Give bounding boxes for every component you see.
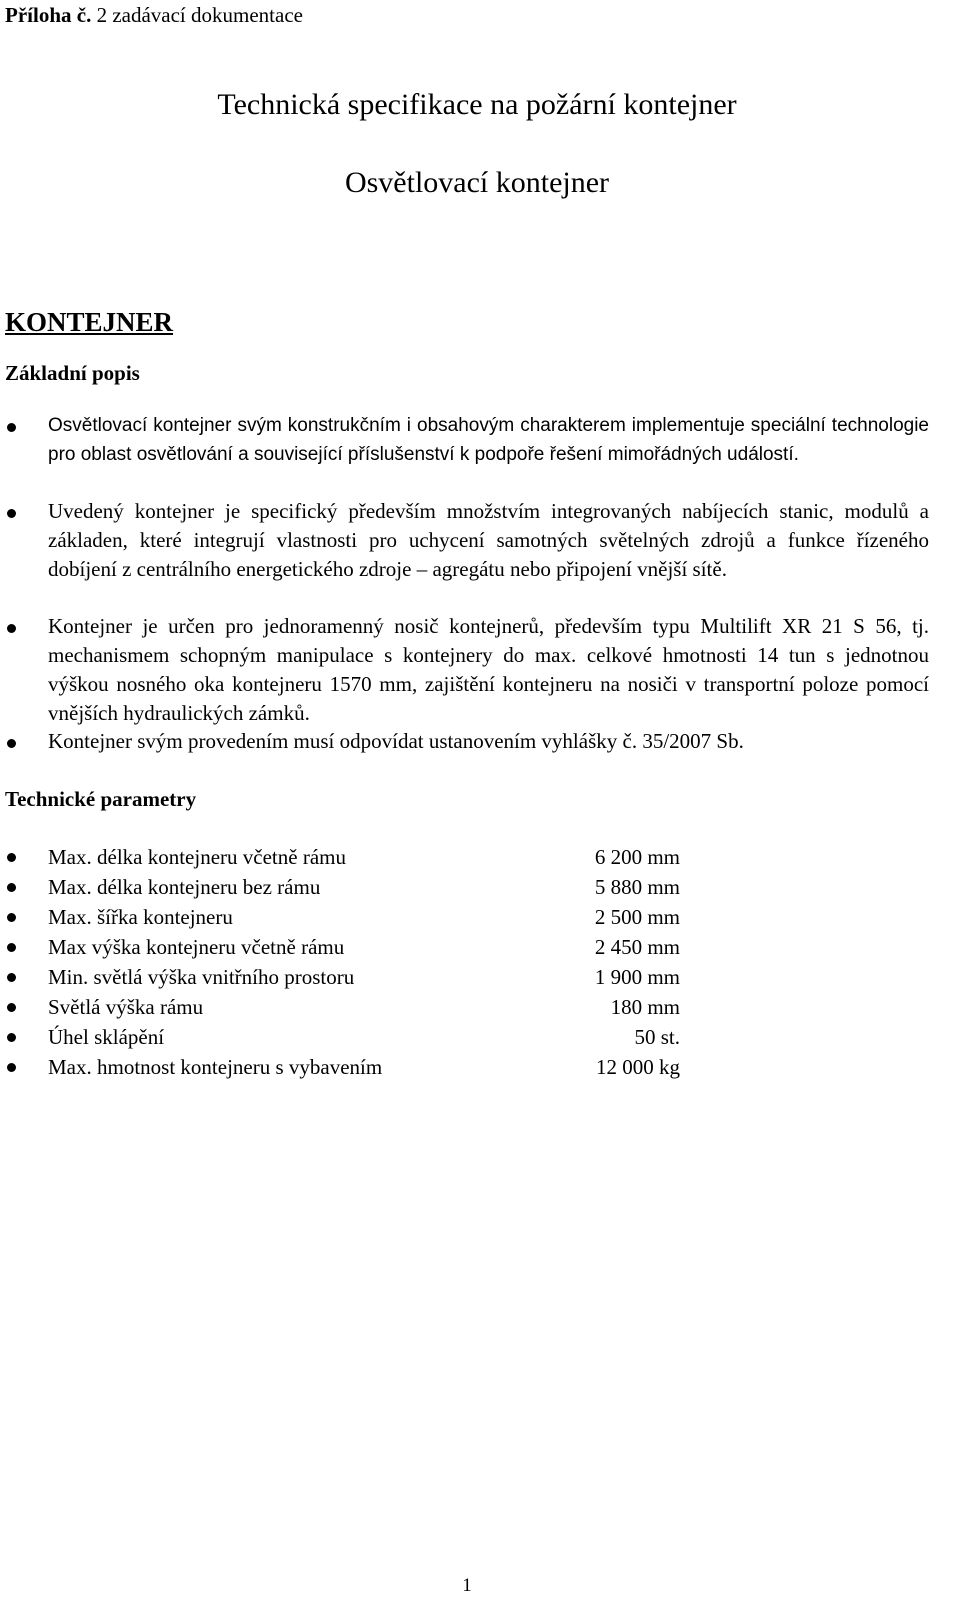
parameter-label: Min. světlá výška vnitřního prostoru [48, 965, 355, 989]
bullet-icon [7, 1063, 16, 1072]
description-item: Kontejner svým provedením musí odpovídat ustanovením vyhlášky č. 35/2007 Sb. [48, 729, 744, 753]
bullet-icon [7, 423, 16, 432]
parameter-value: 50 st. [634, 1025, 680, 1049]
bullet-icon [7, 1003, 16, 1012]
document-subtitle: Osvětlovací kontejner [344, 166, 610, 199]
bullet-icon [7, 509, 16, 518]
parameter-value: 12 000 kg [596, 1055, 680, 1079]
bullet-icon [7, 1033, 16, 1042]
bullet-icon [7, 913, 16, 922]
page-number: 1 [462, 1575, 472, 1596]
description-item: Uvedený kontejner je specifický především množstvím integrovaných nabíjecích stanic, modulů a základen, které integrují vlastnosti pro uchycení samotných světelných zdrojů a funkce řízeného dobíjení z centrálního energetického zdroje – agregátu nebo připojení vnější sítě. [48, 499, 929, 581]
parameter-label: Max výška kontejneru včetně rámu [48, 935, 345, 959]
parameter-value: 6 200 mm [594, 845, 680, 869]
bullet-icon [7, 624, 16, 633]
parameter-label: Max. šířka kontejneru [48, 905, 233, 929]
description-item: Osvětlovací kontejner svým konstrukčním i obsahovým charakterem implementuje speciální technologie pro oblast osvětlování a související příslušenství k podpoře řešení mimořádných událostí. [48, 415, 929, 465]
parameter-value: 180 mm [610, 995, 680, 1019]
basic-description-heading: Základní popis [5, 361, 140, 385]
annex-reference-bold: Příloha č. [5, 3, 92, 27]
parameter-label: Světlá výška rámu [48, 995, 204, 1019]
annex-reference-rest: 2 zadávací dokumentace [91, 3, 303, 27]
annex-reference [5, 2, 303, 28]
bullet-icon [7, 883, 16, 892]
bullet-icon [7, 943, 16, 952]
parameter-value: 2 500 mm [594, 905, 680, 929]
parameter-value: 2 450 mm [594, 935, 680, 959]
parameter-label: Max. délka kontejneru bez rámu [48, 875, 321, 899]
parameter-value: 5 880 mm [594, 875, 680, 899]
bullet-icon [7, 973, 16, 982]
description-item: Kontejner je určen pro jednoramenný nosič kontejnerů, především typu Multilift XR 21 S 56, tj. mechanismem schopným manipulace s kontejnery do max. celkové hmotnosti 14 tun s jednotnou výškou nosného oka kontejneru 1570 mm, zajištění kontejneru na nosiči v transportní poloze pomocí vnějších hydraulických zámků. [48, 614, 929, 725]
section-heading-kontejner: KONTEJNER [5, 307, 174, 337]
document-title: Technická specifikace na požární kontejner [217, 88, 737, 121]
parameter-value: 1 900 mm [594, 965, 680, 989]
parameter-label: Max. délka kontejneru včetně rámu [48, 845, 346, 869]
parameter-label: Max. hmotnost kontejneru s vybavením [48, 1055, 383, 1079]
bullet-icon [7, 853, 16, 862]
parameter-label: Úhel sklápění [48, 1025, 165, 1049]
bullet-icon [7, 739, 16, 748]
technical-parameters-heading: Technické parametry [5, 787, 197, 811]
